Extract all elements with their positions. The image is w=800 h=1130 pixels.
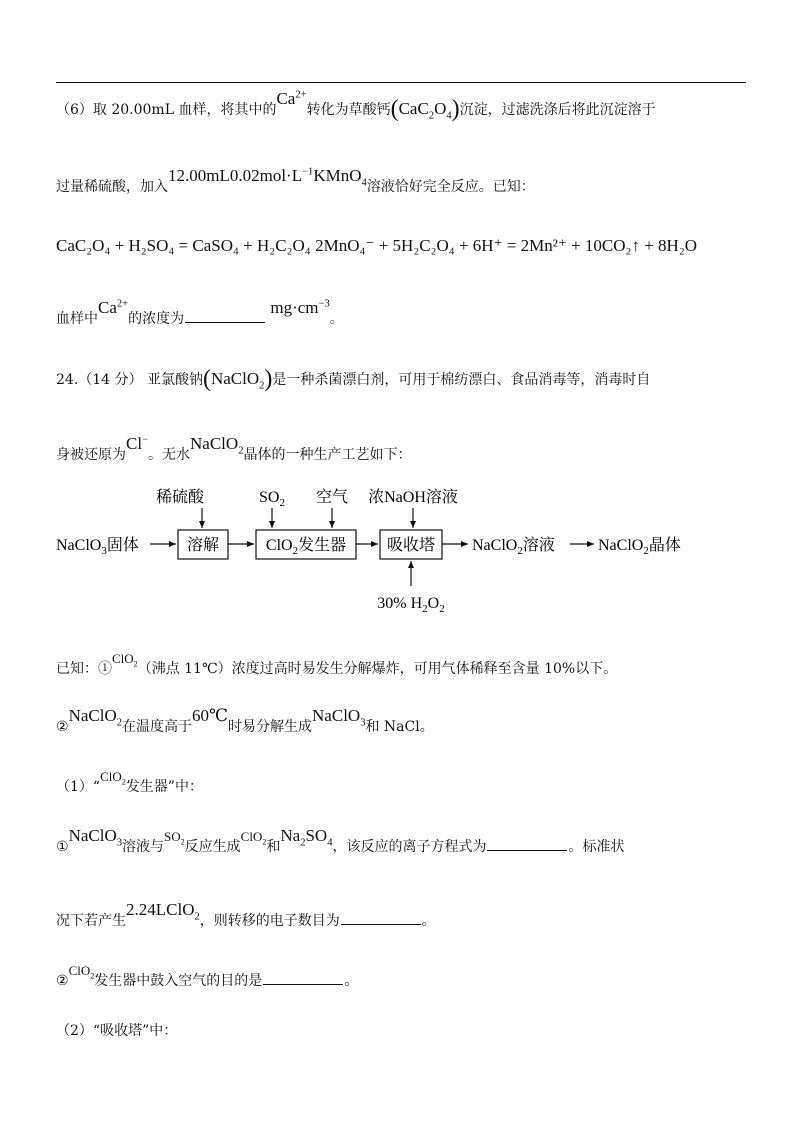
sub2-heading: （2）“吸收塔”中： <box>56 1023 178 1039</box>
q6-text: 溶液恰好完全反应。已知： <box>366 179 535 195</box>
sub1-heading: （1）“ClO$_2$发生器”中： <box>56 769 203 795</box>
box-dissolve-label: 溶解 <box>186 537 220 554</box>
answer-blank[interactable] <box>185 308 265 323</box>
process-flow-diagram <box>50 480 750 620</box>
q24-text: 身被还原为 <box>56 447 126 463</box>
q6-line-2 <box>56 166 535 198</box>
input-so2: $SO_2$ <box>259 489 285 509</box>
clo2-formula: ClO$_2$ <box>240 829 267 847</box>
naclo2-formula: NaClO$_2$ <box>190 434 244 457</box>
clo2-formula: ClO$_2$ <box>68 963 95 981</box>
cl-ion: Cl− <box>126 434 149 453</box>
naclo2-formula: NaClO$_2$ <box>68 706 122 729</box>
na2so4-formula: $Na_2SO_4$ <box>280 826 333 849</box>
q6-line-4: 血样中$Ca^{2+}$的浓度为 $mg\cdot cm^{-3}$。 <box>56 298 344 327</box>
q24-text: 。无水 <box>148 447 191 463</box>
ca-ion: $Ca^{2+}$ <box>276 89 307 108</box>
q6-text: 的浓度为 <box>128 311 185 327</box>
equation-2: 2MnO₄⁻ + 5H₂C₂O₄ + 6H⁺ = 2Mn²⁺ + 10CO₂↑ + 8H₂O <box>315 236 698 255</box>
q6-text: 沉淀，过滤洗涤后将此沉淀溶于 <box>459 102 656 118</box>
q24-line-1: 24.（14 分） 亚氯酸钠(NaClO$_2$)是一种杀菌漂白剂，可用于棉纺漂白、食品消毒等，消毒时自 <box>56 366 651 392</box>
naclo3-formula: NaClO$_3$ <box>68 826 122 849</box>
clo2-formula: ClO$_2$ <box>100 769 126 787</box>
q6-text: 过量稀硫酸，加入 <box>56 179 168 195</box>
equation-1: CaC₂O₄ + H₂SO₄ = CaSO₄ + H₂C₂O₄ <box>56 236 311 255</box>
box-absorption-tower-label: 吸收塔 <box>386 537 436 554</box>
input-h2o2: 30% $H_2O_2$ <box>377 595 445 615</box>
start-material: NaClO$_3$固体 <box>56 537 139 557</box>
input-dilute-sulfuric-acid: 稀硫酸 <box>155 489 205 506</box>
unit-label: $mg\cdot cm^{-3}$ <box>270 298 330 317</box>
naclo2-formula: NaClO$_2$ <box>210 369 265 392</box>
input-naoh-solution: 浓NaOH溶液 <box>368 489 458 506</box>
naclo3-formula: NaClO$_3$ <box>312 706 366 729</box>
q6-text: 转化为草酸钙 <box>306 102 391 118</box>
q6-text: 血样中 <box>56 311 98 327</box>
q6-text: （6）取 20.00mL 血样，将其中的 <box>56 102 277 118</box>
cac2o4-formula: $CaC_2O_4$ <box>398 99 452 122</box>
header-rule <box>56 82 746 83</box>
naclo2-crystal: NaClO$_2$晶体 <box>598 537 681 557</box>
q24-line-2 <box>56 434 412 466</box>
temperature-value: 60℃ <box>192 706 229 725</box>
q24-text: 晶体的一种生产工艺如下： <box>243 447 412 463</box>
q24-text: 24.（14 分） 亚氯酸钠 <box>56 372 203 388</box>
sub1-line-2: 况下若产生2.24LClO$_2$，则转移的电子数目为 。 <box>56 900 436 929</box>
q24-text: 是一种杀菌漂白剂，可用于棉纺漂白、食品消毒等，消毒时自 <box>272 372 651 388</box>
sub1-line-1: ①NaClO$_3$溶液与$SO_2$反应生成ClO$_2$和$Na_2SO_4$，该反应的离子方程式为 。标准状 <box>56 826 625 855</box>
ca-ion: $Ca^{2+}$ <box>98 298 129 317</box>
q6-line-1: （6）取 20.00mL 血样，将其中的$Ca^{2+}$转化为草酸钙$(CaC_2O_4)$沉淀，过滤洗涤后将此沉淀溶于 <box>56 89 656 122</box>
known-line-1: 已知：①ClO$_2$（沸点 11℃）浓度过高时易发生分解爆炸，可用气体稀释至含量 10%以下。 <box>56 651 618 677</box>
answer-blank[interactable] <box>487 836 567 851</box>
box-clo2-generator-label: ClO$_2$发生器 <box>265 537 347 557</box>
kmno4-formula: $12.00mL0.02mol\cdot L^{-1}KMnO_4$ <box>168 166 367 189</box>
so2-formula: $SO_2$ <box>164 829 185 847</box>
answer-blank[interactable] <box>341 910 421 925</box>
input-air: 空气 <box>315 489 349 506</box>
naclo2-solution: NaClO$_2$溶液 <box>472 537 555 557</box>
equation-line <box>56 236 697 256</box>
clo2-formula: ClO$_2$ <box>112 651 138 669</box>
answer-blank[interactable] <box>263 970 343 985</box>
volume-value: 2.24LClO$_2$ <box>126 900 200 923</box>
known-line-2: ②NaClO$_2$在温度高于60℃时易分解生成NaClO$_3$和 NaCl。 <box>56 706 434 735</box>
sub1-line-3: ②ClO$_2$发生器中鼓入空气的目的是 。 <box>56 963 359 989</box>
